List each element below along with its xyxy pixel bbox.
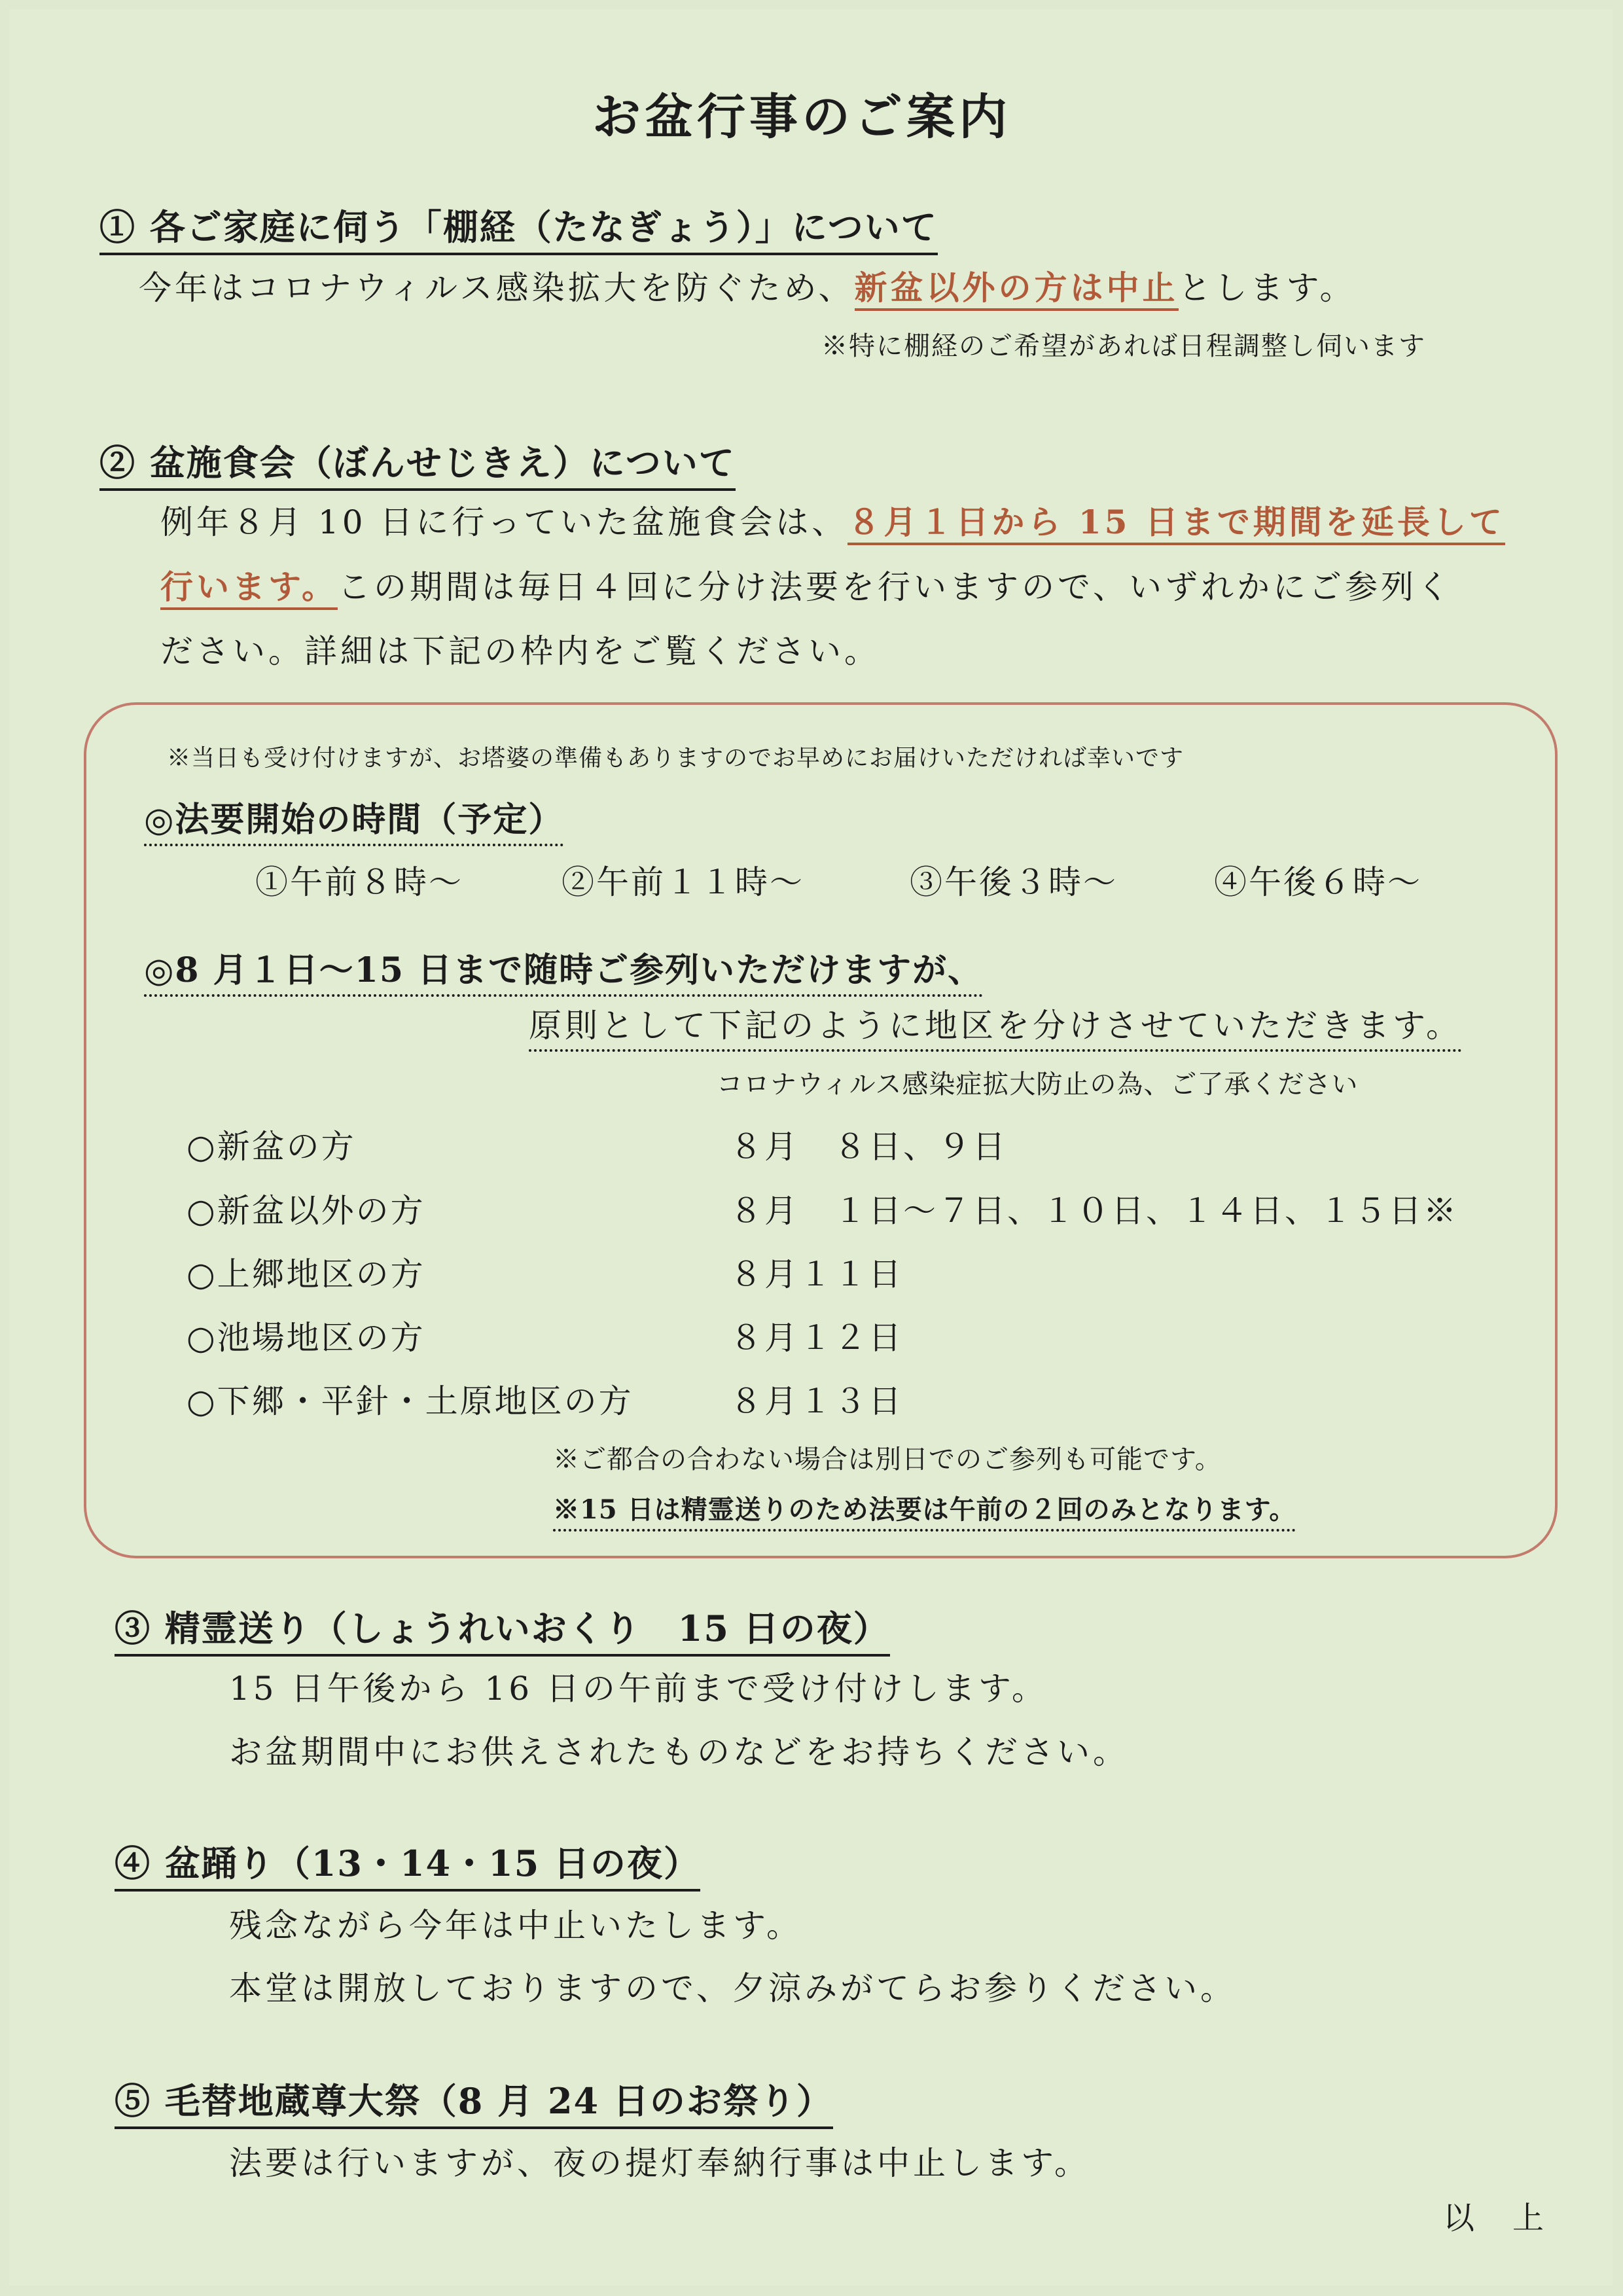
- box-note-top: ※当日も受け付けますが、お塔婆の準備もありますのでお早めにお届けいただければ幸いです: [167, 745, 1185, 772]
- area-date: ８月 ８日、９日: [730, 1128, 1007, 1166]
- times-heading: ◎法要開始の時間（予定）: [144, 792, 563, 846]
- section-4-line-2: 本堂は開放しておりますので、夕涼みがてらお参りください。: [229, 1969, 1236, 2007]
- area-label: ○上郷地区の方: [187, 1255, 425, 1293]
- box-note-bottom-1: ※ご都合の合わない場合は別日でのご参列も可能です。: [553, 1444, 1222, 1475]
- section-5-line-1: 法要は行いますが、夜の提灯奉納行事は中止します。: [229, 2144, 1090, 2182]
- section-1-text-after: とします。: [1178, 269, 1356, 307]
- section-2-line-1: [160, 496, 1505, 543]
- area-label: ○新盆の方: [187, 1128, 356, 1166]
- area-date: ８月１１日: [730, 1255, 903, 1293]
- section-2-text-before: 例年８月 10 日に行っていた盆施食会は、: [160, 503, 848, 541]
- time-item-4: ④午後６時～: [1214, 863, 1422, 901]
- area-label: ○新盆以外の方: [187, 1192, 425, 1230]
- section-2-line-2: [160, 561, 1453, 608]
- section-1-highlight: 新盆以外の方は中止: [855, 268, 1179, 311]
- area-date: ８月１３日: [730, 1382, 903, 1420]
- section-1-note: ※特に棚経のご希望があれば日程調整し伺います: [821, 331, 1426, 361]
- section-2-text-after: この期間は毎日４回に分け法要を行いますので、いずれかにご参列く: [338, 568, 1453, 606]
- section-2-highlight-1: ８月１日から 15 日まで期間を延長して: [847, 503, 1505, 545]
- box-note-bottom-2: ※15 日は精霊送りのため法要は午前の２回のみとなります。: [553, 1489, 1296, 1532]
- section-3-heading: ③ 精霊送り（しょうれいおくり 15 日の夜）: [115, 1601, 890, 1657]
- time-item-3: ③午後３時～: [910, 863, 1118, 901]
- section-4-line-1: 残念ながら今年は中止いたします。: [229, 1907, 802, 1945]
- time-item-1: ①午前８時～: [255, 863, 463, 901]
- section-1-line-1: [139, 262, 1356, 309]
- section-2-line-3: ださい。詳細は下記の枠内をご覧ください。: [160, 632, 880, 670]
- section-2-highlight-2: 行います。: [160, 567, 338, 610]
- closing-mark: 以 上: [1443, 2200, 1548, 2236]
- area-label: ○池場地区の方: [187, 1319, 425, 1357]
- section-1-heading: ① 各ご家庭に伺う「棚経（たなぎょう）」について: [99, 200, 938, 255]
- section-3-line-1: 15 日午後から 16 日の午前まで受け付けします。: [229, 1670, 1048, 1708]
- section-3-line-2: お盆期間中にお供えされたものなどをお持ちください。: [229, 1733, 1129, 1771]
- page-title: お盆行事のご案内: [592, 89, 1011, 145]
- area-label: ○下郷・平針・土原地区の方: [187, 1382, 633, 1420]
- section-1-text-before: 今年はコロナウィルス感染拡大を防ぐため、: [139, 269, 855, 307]
- area-date: ８月 １日～７日、１０日、１４日、１５日※: [730, 1192, 1458, 1230]
- area-date: ８月１２日: [730, 1319, 903, 1357]
- period-line-2: 原則として下記のように地区を分けさせていただきます。: [529, 999, 1462, 1052]
- period-heading: ◎8 月１日～15 日まで随時ご参列いただけますが、: [144, 942, 983, 997]
- time-item-2: ②午前１１時～: [562, 863, 804, 901]
- section-4-heading: ④ 盆踊り（13・14・15 日の夜）: [115, 1836, 700, 1892]
- section-2-heading: ② 盆施食会（ぼんせじきえ）について: [99, 435, 736, 491]
- period-note: コロナウィルス感染症拡大防止の為、ご了承ください: [717, 1069, 1359, 1100]
- section-5-heading: ⑤ 毛替地蔵尊大祭（8 月 24 日のお祭り）: [115, 2073, 833, 2129]
